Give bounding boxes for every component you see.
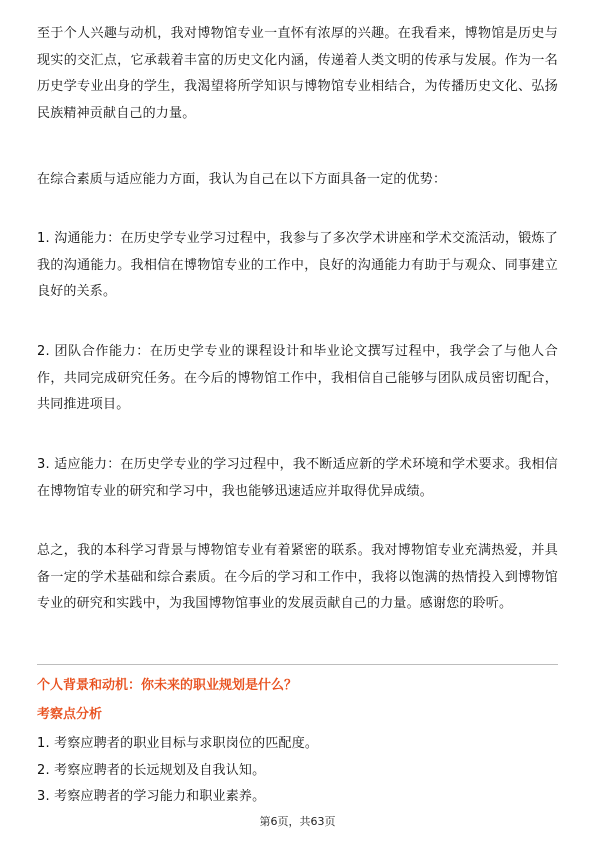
paragraph-conclusion: 总之，我的本科学习背景与博物馆专业有着紧密的联系。我对博物馆专业充满热爱，并具备一定的学术基础和综合素质。在今后的学习和工作中，我将以饱满的热情投入到博物馆专业的研究和实践中，为我国博物馆事业的发展贡献自己的力量。感谢您的聆听。	[37, 543, 558, 611]
analysis-heading: 考察点分析	[37, 707, 103, 722]
analysis-list	[37, 731, 558, 811]
page-number: 第6页，共63页	[259, 815, 336, 828]
section-divider	[37, 664, 558, 665]
paragraph-communication-skill: 1. 沟通能力：在历史学专业学习过程中，我参与了多次学术讲座和学术交流活动，锻炼了我的沟通能力。我相信在博物馆专业的工作中，良好的沟通能力有助于与观众、同事建立良好的关系。	[37, 231, 558, 299]
question-heading: 个人背景和动机：你未来的职业规划是什么？	[37, 678, 298, 693]
analysis-item: 3. 考察应聘者的学习能力和职业素养。	[37, 789, 266, 804]
paragraph-advantages-intro: 在综合素质与适应能力方面，我认为自己在以下方面具备一定的优势：	[37, 172, 447, 187]
paragraph-interest-motivation: 至于个人兴趣与动机，我对博物馆专业一直怀有浓厚的兴趣。在我看来，博物馆是历史与现实的交汇点，它承载着丰富的历史文化内涵，传递着人类文明的传承与发展。作为一名历史学专业出身的学生，我渴望将所学知识与博物馆专业相结合，为传播历史文化、弘扬民族精神贡献自己的力量。	[37, 26, 558, 121]
paragraph-adaptability: 3. 适应能力：在历史学专业的学习过程中，我不断适应新的学术环境和学术要求。我相信在博物馆专业的研究和学习中，我也能够迅速适应并取得优异成绩。	[37, 457, 558, 499]
analysis-item: 2. 考察应聘者的长远规划及自我认知。	[37, 762, 266, 778]
paragraph-teamwork-skill: 2. 团队合作能力：在历史学专业的课程设计和毕业论文撰写过程中，我学会了与他人合作，共同完成研究任务。在今后的博物馆工作中，我相信自己能够与团队成员密切配合，共同推进项目。	[37, 344, 558, 412]
analysis-item: 1. 考察应聘者的职业目标与求职岗位的匹配度。	[37, 736, 319, 751]
